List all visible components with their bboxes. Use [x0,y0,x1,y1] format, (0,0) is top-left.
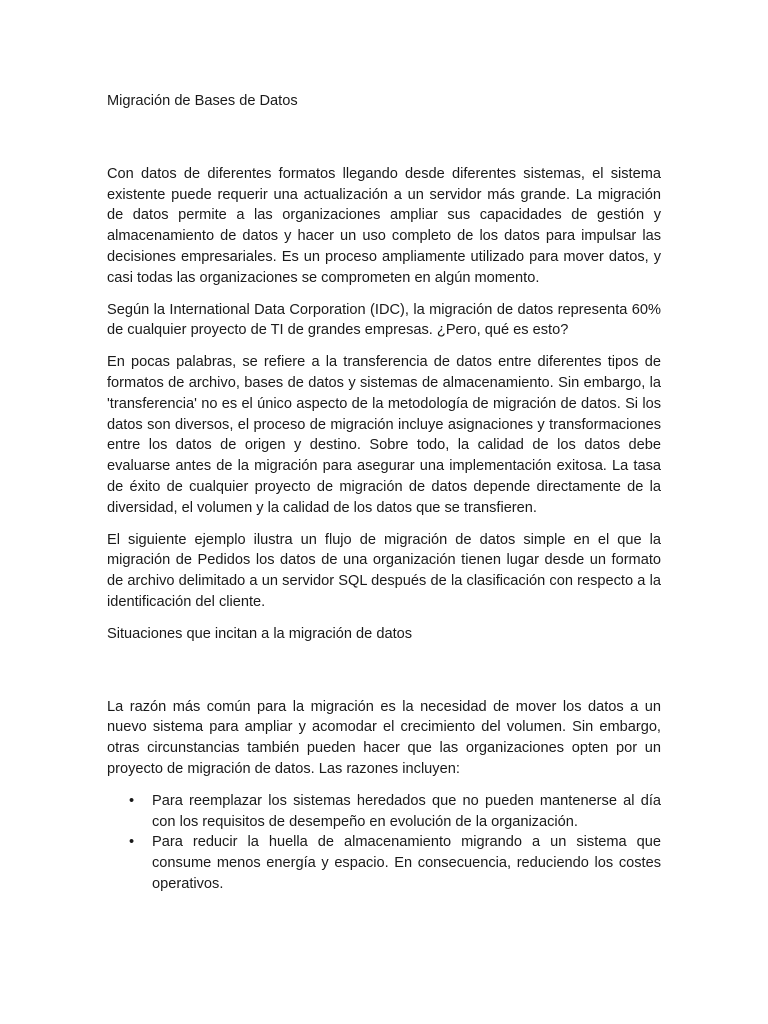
paragraph-example: El siguiente ejemplo ilustra un flujo de migración de datos simple en el que la migración de Pedidos los datos de una organización tienen lugar desde un formato de archivo delimitado a un servidor SQL después de la clasificación con respecto a la identificación del cliente. [107,531,661,610]
document-title: Migración de Bases de Datos [107,93,298,109]
list-item [129,791,661,833]
bullet-icon: • [129,834,135,851]
section-heading: Situaciones que incitan a la migración de datos [107,625,413,642]
reasons-list [107,791,661,895]
paragraph-intro: Con datos de diferentes formatos llegando desde diferentes sistemas, el sistema existente puede requerir una actualización a un servidor más grande. La migración de datos permite a las organizaciones ampliar sus capacidades de gestión y almacenamiento de datos y hacer un uso completo de los datos para impulsar las decisiones empresariales. Es un proceso ampliamente utilizado para mover datos, y casi todas las organizaciones se comprometen en algún momento. [107,165,661,286]
paragraph-reasons-intro: La razón más común para la migración es la necesidad de mover los datos a un nuevo sistema para ampliar y acomodar el crecimiento del volumen. Sin embargo, otras circunstancias también pueden hacer que las organizaciones opten por un proyecto de migración de datos. Las razones incluyen: [107,698,661,777]
bullet-icon: • [129,792,135,809]
list-item-text: Para reemplazar los sistemas heredados que no pueden mantenerse al día con los requisitos de desempeño en evolución de la organización. [152,792,661,830]
document-page [107,91,661,895]
list-item-text: Para reducir la huella de almacenamiento migrando a un sistema que consume menos energía y espacio. En consecuencia, reduciendo los costes operativos. [152,834,661,892]
paragraph-idc: Según la International Data Corporation (IDC), la migración de datos representa 60% de cualquier proyecto de TI de grandes empresas. ¿Pero, qué es esto? [107,301,661,339]
list-item [129,832,661,894]
paragraph-definition: En pocas palabras, se refiere a la transferencia de datos entre diferentes tipos de formatos de archivo, bases de datos y sistemas de almacenamiento. Sin embargo, la 'transferencia' no es el único aspecto de la metodología de migración de datos. Si los datos son diversos, el proceso de migración incluye asignaciones y transformaciones entre los datos de origen y destino. Sobre todo, la calidad de los datos debe evaluarse antes de la migración para asegurar una implementación exitosa. La tasa de éxito de cualquier proyecto de migración de datos depende directamente de la diversidad, el volumen y la calidad de los datos que se transfieren. [107,354,661,516]
